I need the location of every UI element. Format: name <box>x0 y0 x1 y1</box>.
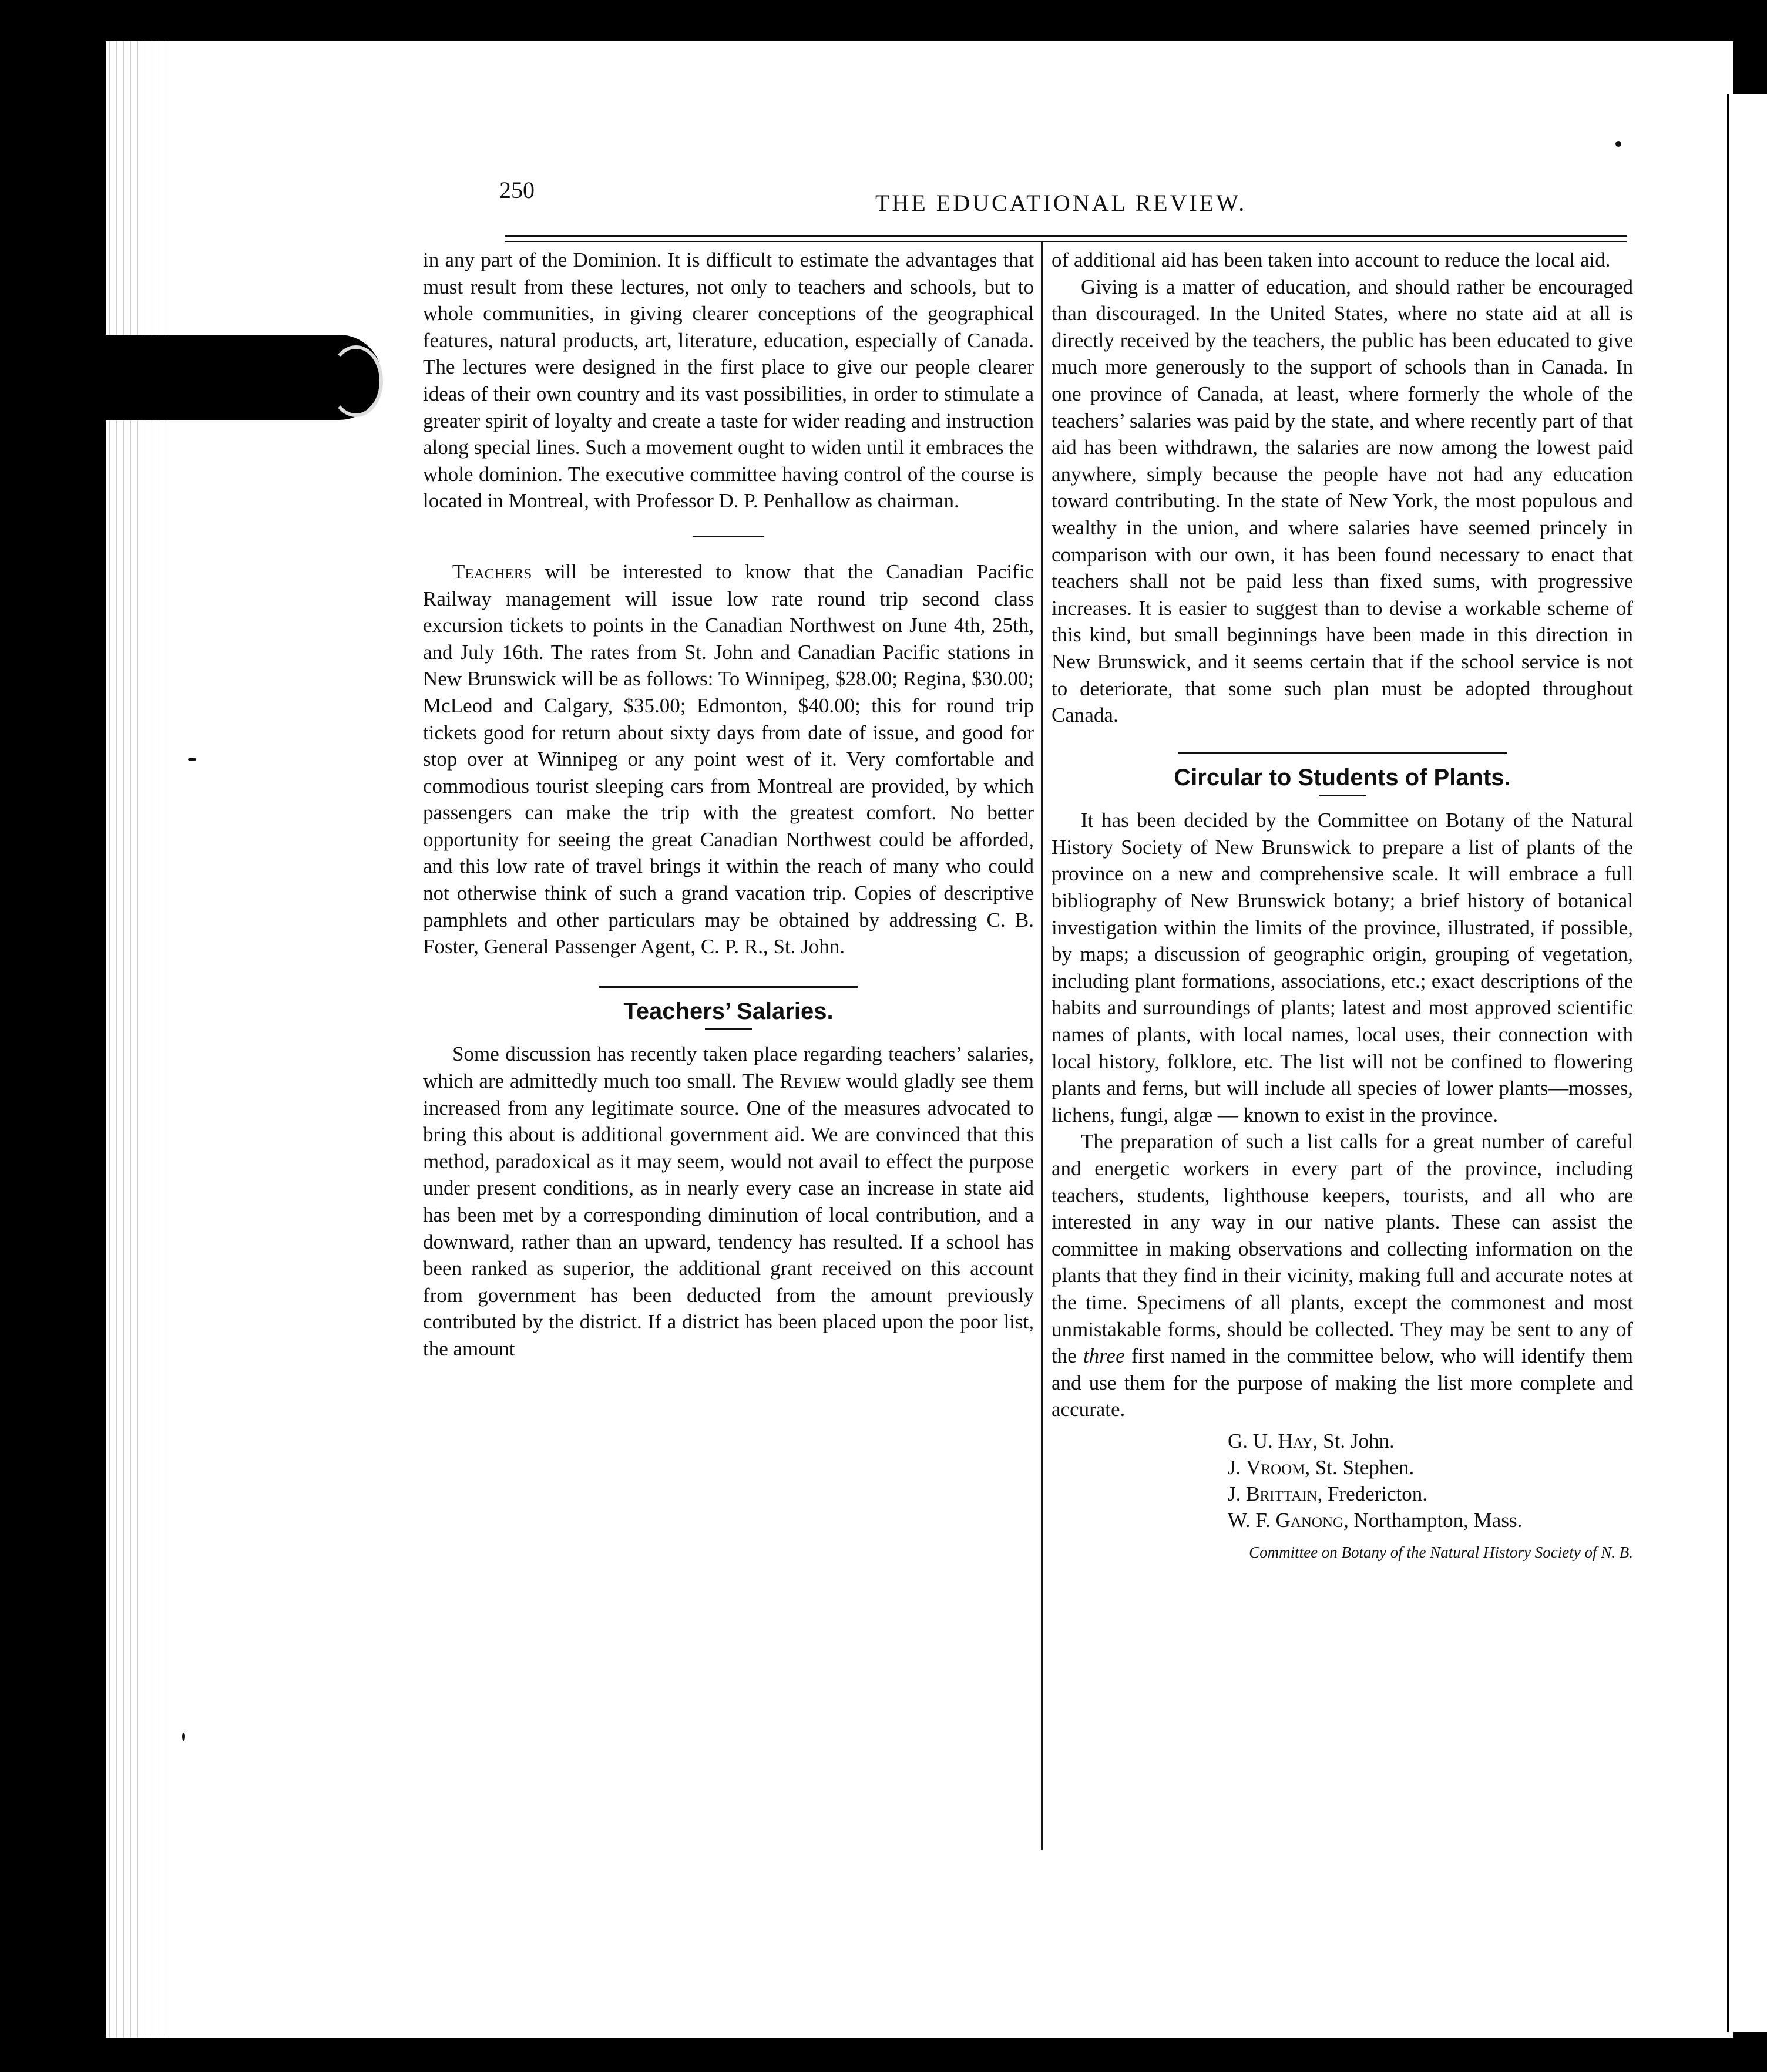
preparation-text-a: The preparation of such a list calls for a great number of careful and energetic workers in every part of the province, including teachers, students, lighthouse keepers, tourists, and all who are interested in any way in our native plants. These can assist the committee in making observations and collecting information on the plants that they find in their vicinity, making full and accurate notes at the time. Specimens of all plants, except the commonest and most unmistakable forms, should be collected. They may be sent to any of the <box>1052 1130 1633 1368</box>
heading-underline <box>705 1028 752 1030</box>
committee-signers <box>1052 1428 1633 1533</box>
salaries-heading: Teachers’ Salaries. <box>623 998 834 1024</box>
scan-speck <box>1615 141 1621 147</box>
botany-paragraph: It has been decided by the Committee on Botany of the Natural History Society of New Brunswick to prepare a list of plants of the province on a new and comprehensive scale. It will embrace a full bibliography of New Brunswick botany; a brief history of botanical investigation within the limits of the province, illustrated, if possible, by maps; a discussion of geographic origin, grouping of vegetation, including plant formations, associations, etc.; exact descriptions of the habits and surroundings of plants; latest and most approved scientific names of plants, with local names, local uses, their connection with local history, folklore, etc. The list will not be confined to flowering plants and ferns, but will include all species of lower plants—mosses, lichens, fungi, algæ — known to exist in the province. <box>1052 809 1633 1126</box>
right-column <box>1052 247 1633 1566</box>
column-divider <box>1041 241 1043 1850</box>
left-column <box>423 247 1034 1363</box>
lectures-paragraph: in any part of the Dominion. It is difficult to estimate the advantages that must result from these lectures, not only to teachers and schools, but to whole communities, in giving clearer conceptions of the geographical features, natural products, art, literature, education, especially of Canada. The lectures were designed in the first place to give our people clearer ideas of their own country and its vast possibilities, in order to stimulate a greater spirit of loyalty and create a taste for wider reading and instruction along special lines. Such a movement ought to widen until it embraces the whole dominion. The executive committee having control of the course is located in Montreal, with Professor D. P. Penhallow as chairman. <box>423 248 1034 513</box>
page-number: 250 <box>499 177 535 203</box>
preparation-paragraph <box>1052 1128 1633 1423</box>
heading-underline <box>1319 795 1366 796</box>
salaries-paragraph <box>423 1041 1034 1362</box>
scan-frame-left <box>0 0 106 2072</box>
section-divider <box>1178 752 1507 754</box>
signer-ganong: W. F. Ganong, Northampton, Mass. <box>1228 1508 1523 1532</box>
signer-vroom: J. Vroom, St. Stephen. <box>1228 1455 1415 1479</box>
page-clip-ring <box>329 345 383 417</box>
signer-brittain: J. Brittain, Fredericton. <box>1228 1482 1428 1505</box>
committee-signature: Committee on Botany of the Natural History Society of N. B. <box>1249 1543 1633 1561</box>
giving-paragraph: Giving is a matter of education, and should rather be encouraged than discouraged. In the United States, where no state aid at all is directly received by the teachers, the public has been educated to give much more generously to the support of schools than in Canada. In one province of Canada, at least, where formerly the whole of the teachers’ salaries was paid by the state, and where recently part of that aid has been withdrawn, the salaries are now among the lowest paid anywhere, simply because the people have not had any education toward contributing. In the state of New York, the most populous and wealthy in the union, and where salaries have seemed princely in comparison with our own, it has been found necessary to enact that teachers shall not be paid less than fixed sums, with progressive increases. It is easier to suggest than to devise a workable scheme of this kind, but small beginnings have been made in this direction in New Brunswick, and it seems certain that if the school service is not to deteriorate, that some such plan must be adopted throughout Canada. <box>1052 275 1633 727</box>
scan-speck <box>188 758 196 761</box>
header-rule <box>505 235 1627 237</box>
section-divider <box>599 986 858 988</box>
page-header <box>499 176 1627 229</box>
three-word: three <box>1083 1344 1125 1368</box>
salaries-text-b: would gladly see them increased from any legitimate source. One of the measures advocated to bring this about is additional government aid. We are convinced that this method, paradoxical as it may seem, would not avail to effect the purpose under present conditions, as in nearly every case an increase in state aid has been met by a corresponding diminution of local contribution, and a downward, rather than an upward, tendency has resulted. If a school has been ranked as superior, the additional grant received on this account from government has been deducted from the amount previously contributed by the district. If a district has been placed upon the poor list, the amount <box>423 1069 1034 1360</box>
preparation-text-b: first named in the committee below, who will identify them and use them for the purpose of making the list more complete and accurate. <box>1052 1344 1633 1421</box>
running-title: THE EDUCATIONAL REVIEW. <box>875 190 1247 216</box>
railway-text: will be interested to know that the Canadian Pacific Railway management will issue low rate round trip second class excursion tickets to points in the Canadian Northwest on June 4th, 25th, and July 16th. The rates from St. John and Canadian Pacific stations in New Brunswick will be as follows: To Winnipeg, $28.00; Regina, $30.00; McLeod and Calgary, $35.00; Edmonton, $40.00; this for round trip tickets good for return about sixty days from date of issue, and good for stop over at Winnipeg or any point west of it. Very comfortable and commodious tourist sleeping cars from Montreal are provided, by which passengers can make the trip with the greatest comfort. No better opportunity for seeing the great Canadian Northwest could be afforded, and this low rate of travel brings it within the reach of many who could not otherwise think of such a grand vacation trip. Copies of descriptive pamphlets and other particulars may be obtained by addressing C. B. Foster, General Passenger Agent, C. P. R., St. John. <box>423 560 1034 958</box>
railway-paragraph <box>423 559 1034 960</box>
section-divider <box>693 536 764 537</box>
scan-frame-top <box>0 0 1767 44</box>
aid-continuation-paragraph: of additional aid has been taken into account to reduce the local aid. <box>1052 248 1611 271</box>
scan-speck <box>182 1733 185 1741</box>
railway-lead-word: Teachers <box>452 560 532 583</box>
salaries-text-a: Some discussion has recently taken place regarding teachers’ salaries, which are admittedly much too small. The <box>423 1042 1034 1093</box>
signer-hay: G. U. Hay, St. John. <box>1228 1429 1395 1452</box>
circular-heading: Circular to Students of Plants. <box>1174 764 1511 791</box>
header-rule-double <box>505 241 1627 242</box>
next-page-edge <box>1727 94 1767 2032</box>
review-word: Review <box>780 1069 841 1093</box>
